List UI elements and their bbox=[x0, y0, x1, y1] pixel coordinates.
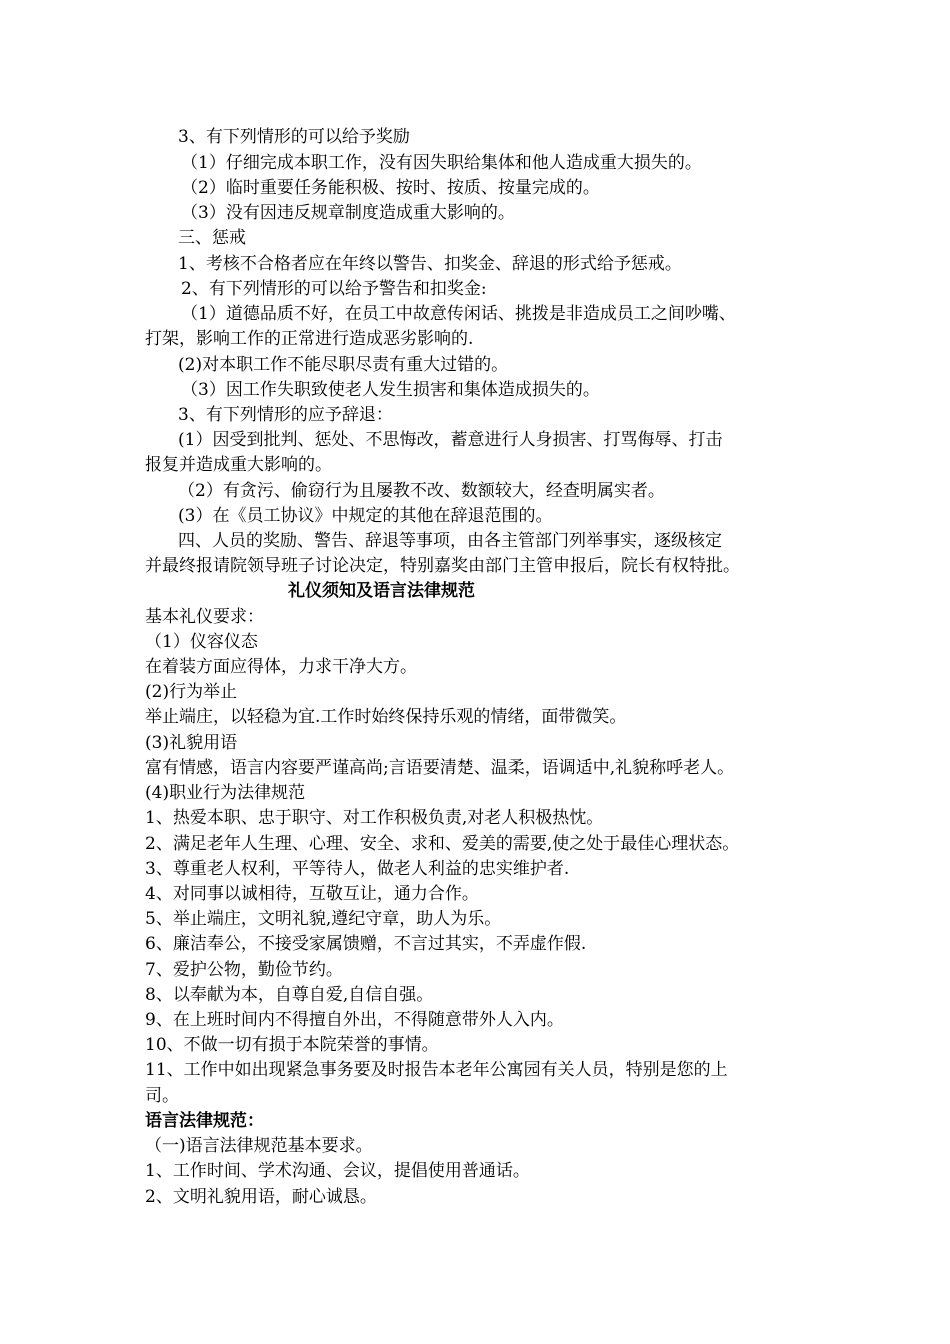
text-line: 在着装方面应得体，力求干净大方。 bbox=[145, 657, 417, 677]
text-line: 打架，影响工作的正常进行造成恶劣影响的. bbox=[145, 329, 474, 349]
text-line: （3）因工作失职致使老人发生损害和集体造成损失的。 bbox=[181, 380, 600, 400]
text-line: 司。 bbox=[145, 1086, 179, 1106]
text-line: 3、有下列情形的应予辞退： bbox=[178, 405, 393, 425]
text-line: (2)对本职工作不能尽职尽责有重大过错的。 bbox=[178, 355, 509, 375]
text-line: 2、满足老年人生理、心理、安全、求和、爱美的需要,使之处于最佳心理状态。 bbox=[145, 834, 740, 854]
text-line: 10、不做一切有损于本院荣誉的事情。 bbox=[145, 1035, 439, 1055]
text-line: 9、在上班时间内不得擅自外出，不得随意带外人入内。 bbox=[145, 1010, 564, 1030]
text-line: 4、对同事以诚相待，互敬互让，通力合作。 bbox=[145, 884, 479, 904]
text-line: （2）有贪污、偷窃行为且屡教不改、数额较大，经查明属实者。 bbox=[178, 481, 665, 501]
text-line: 2、文明礼貌用语，耐心诚恳。 bbox=[145, 1187, 377, 1207]
text-line: 11、工作中如出现紧急事务要及时报告本老年公寓园有关人员，特别是您的上 bbox=[145, 1060, 728, 1080]
text-line: (2)行为举止 bbox=[145, 682, 238, 702]
text-line: 并最终报请院领导班子讨论决定，特别嘉奖由部门主管申报后，院长有权特批。 bbox=[145, 556, 740, 576]
text-line: 3、有下列情形的可以给予奖励 bbox=[178, 127, 410, 147]
text-line: (4)职业行为法律规范 bbox=[145, 783, 306, 803]
text-line: 1、工作时间、学术沟通、会议，提倡使用普通话。 bbox=[145, 1161, 530, 1181]
text-line: 举止端庄，以轻稳为宜.工作时始终保持乐观的情绪，面带微笑。 bbox=[145, 707, 627, 727]
section-heading: 三、惩戒 bbox=[178, 228, 246, 248]
text-line: （一)语言法律规范基本要求。 bbox=[145, 1136, 373, 1156]
text-line: 四、人员的奖励、警告、辞退等事项，由各主管部门列举事实，逐级核定 bbox=[178, 531, 722, 551]
text-line: 报复并造成重大影响的。 bbox=[145, 455, 332, 475]
text-line: 1、考核不合格者应在年终以警告、扣奖金、辞退的形式给予惩戒。 bbox=[178, 254, 682, 274]
text-line: 基本礼仪要求： bbox=[145, 607, 264, 627]
text-line: （1）仔细完成本职工作，没有因失职给集体和他人造成重大损失的。 bbox=[181, 153, 702, 173]
text-line: 6、廉洁奉公，不接受家属馈赠，不言过其实，不弄虚作假. bbox=[145, 934, 587, 954]
text-line: 3、尊重老人权利，平等待人，做老人利益的忠实维护者. bbox=[145, 859, 570, 879]
text-line: 8、以奉献为本，自尊自爱,自信自强。 bbox=[145, 985, 434, 1005]
text-line: 富有情感，语言内容要严谨高尚;言语要清楚、温柔，语调适中,礼貌称呼老人。 bbox=[145, 758, 735, 778]
text-line: 2、有下列情形的可以给予警告和扣奖金: bbox=[181, 279, 487, 299]
document-title: 礼仪须知及语言法律规范 bbox=[288, 581, 475, 601]
text-line: (3)礼貌用语 bbox=[145, 733, 238, 753]
text-line: (1）因受到批判、惩处、不思悔改，蓄意进行人身损害、打骂侮辱、打击 bbox=[178, 430, 723, 450]
text-line: 5、举止端庄，文明礼貌,遵纪守章，助人为乐。 bbox=[145, 909, 502, 929]
text-line: （1）道德品质不好，在员工中故意传闲话、挑拨是非造成员工之间吵嘴、 bbox=[181, 304, 736, 324]
text-line: （3）没有因违反规章制度造成重大影响的。 bbox=[181, 203, 515, 223]
text-line: 1、热爱本职、忠于职守、对工作积极负责,对老人积极热忱。 bbox=[145, 808, 604, 828]
text-line: (3）在《员工协议》中规定的其他在辞退范围的。 bbox=[178, 506, 553, 526]
text-line: （2）临时重要任务能积极、按时、按质、按量完成的。 bbox=[181, 178, 600, 198]
text-line: 7、爱护公物，勤俭节约。 bbox=[145, 960, 343, 980]
text-line: （1）仪容仪态 bbox=[145, 632, 258, 652]
section-heading: 语言法律规范： bbox=[145, 1111, 264, 1131]
